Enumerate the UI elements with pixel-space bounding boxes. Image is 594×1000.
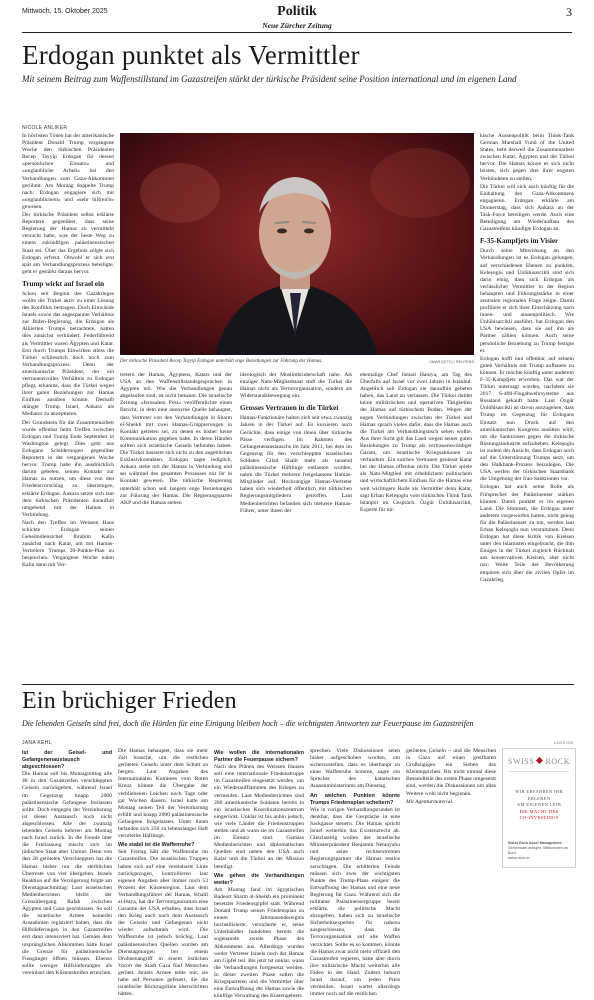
article-1-headline: Erdogan punktet als Vermittler [22, 40, 360, 70]
article-1-author: NICOLE ANLIKER [22, 125, 68, 131]
paragraph: Erdogan hat auch seine Rolle als Fürsprecher der Palästinenser stärken können. Damit punktet er im eigenen Land. Die Stimmen, die Erdogan unter anderem vorgeworfen hatten, nicht genug für die Palästinenser zu tun, werden laut Erhan Keleşoglu nun verstummen. Denn Erdogan hat diese Kritik von Kreisen unter den Islamisten eingebracht, die ihm Einiges in der Türkei zugleich Rückhalt aus konservativen Kreisen, aber nicht nur: Weite Teile der Bevölkerung empören sich über die zivilen Opfer im Gazakrieg. [480, 484, 574, 583]
erdogan-portrait-image [120, 133, 474, 355]
paragraph: kische Aussenpolitik beim Think-Tank German Marshall Fund of the United States, hebt derweil die Zusammenarbeit zwischen Katar, Ägypten und der Türkei hervor. Die Hamas könne es sich nicht leisten, sich gegen drei ihrer engsten Verbündeten zu stellen. [480, 133, 574, 182]
ad-tagline-line: DIE MACHT DES [519, 808, 559, 814]
paragraph: Die Türkei will sich auch künftig für die Einhaltung des Gaza-Abkommens engagieren. Erdogan erklärte am Donnerstag, dass sich Ankara an der Task-Force beteiligen werde. Auch eine Beteiligung am Wiederaufbau des Gazastreifens kündigte Erdogan an. [480, 183, 574, 233]
question-heading: Wie stabil ist die Waffenruhe? [118, 842, 195, 849]
paragraph: ideologisch der Muslimbruderschaft nahe. Als einziger Nato-Mitgliedstaat stuft die Türkei die Hamas nicht als Terrororganisation, sondern als Widerstandsbewegung ein. [240, 372, 352, 400]
diamond-icon [536, 757, 543, 764]
question-heading: Ist der Geisel- und Gefangenenaustausch abgeschlossen? [22, 750, 112, 771]
article-divider [22, 684, 574, 685]
paragraph: In höchsten Tönen hat der amerikanische Präsident Donald Trump vergangene Woche den türkischen Präsidenten Recep Tayyip Erdogan für dessen «persönlichen Einsatz» und «unglaubliche Arbeit» bei den Verhandlungen zum Gaza-Abkommen gerühmt. Am Montag doppelte Trump nach: Erdogan engagiere sich mit «unglaublichem» und «sehr hilfreich» gewesen. [22, 133, 115, 210]
subheading: F-35-Kampfjets im Visier [480, 237, 559, 246]
paragraph: ehemalige Chef Ismail Haniya, am Tag des Überfalls auf Israel vor zwei Jahren in Istanbul. Angeblich soll Erdogan sie daraufhin gebeten haben, das Land zu verlassen. Die Türkei duldet keine militärischen und operativen Tätigkeiten der Hamas auf türkischem Boden. Wegen der engen Verbindungen zwischen der Türkei und Hamas sprach vieles dafür, dass die Hamas auch die Türkei am Verhandlungstisch sehen wollte. Aus ihrer Sicht gilt das Land wegen seiner guten Beziehungen zu Trump als vertrauenswürdiger Garant, um israelische Kriegsaktionen zu verhindern. Ein solches Vertrauen geniesst Katar bei der Hamas offenbar nicht. Die Türkei spiele als Nato-Mitglied mit erheblichem politischem und wirtschaftlichem Einfluss für die Hamas eine weit wichtigere Rolle als Vermittler denn Katar, sagt Erhan Keleşoglu vom türkischen Think Tank Istanpol im Gespräch. Özgür Ünlühisarcikli, Experte für tür- [360, 372, 472, 513]
article-1-column-1 [22, 133, 114, 678]
article-2-subhead: Die lebenden Geiseln sind frei, doch die Hürden für eine Einigung bleiben hoch – die wichtigsten Antworten zur Feuerpause im Gazastreifen [22, 719, 474, 728]
subheading: Grosses Vertrauen in die Türkei [240, 404, 339, 413]
ad-brand-right: ROCK [545, 757, 571, 766]
ad-footer-link[interactable]: swiss-rock.ch [508, 856, 530, 860]
photo-credit: UMAR (DITC) / REUTERS [429, 360, 474, 364]
question-heading: An welchen Punkten könnte Trumps Friedensplan scheitern? [310, 792, 400, 806]
advertisement[interactable] [502, 748, 576, 868]
issue-date: Mittwoch, 15. Oktober 2025 [22, 8, 108, 15]
paragraph: Der Grundstein für die Zusammenarbeit wurde offenbar beim Treffen zwischen Erdogan und Trump Ende September in Washington gelegt. Dies geht aus Erdogans Schilderungen gegenüber Reportern in der vergangenen Woche hervor. Trump habe ihn ausdrücklich darum gebeten, seinen Kontakt zur Hamas zu nutzen, um diese von den Friedensvorschlag zu überzeugen, erklärte Erdogan. Ankara setzte sich laut dem türkischen Präsidenten daraufhin umgehend mit der Hamas in Verbindung. [22, 419, 114, 518]
paragraph: Am Montag fand im ägyptischen Badeort Sharm al-Sheikh ein prominent besetzter Friedensgipfel statt. Während Donald Trump seinen Friedensplan zu einem Jahrtausendereignis hochstilisierte, versicherte er, seine Unterhändler hundelten bereits die sogenannte zweite Phase des Abkommens aus. Allerdings wurden weder Vertreter Israels noch der Hamas am Gipfel teil. Bis jetzt ist unklar, wann die Verhandlungen fortgesetzt werden. In dieser zweiten Phase sollen die Kriegsparteien und die Vermittler über eine Entwaffnung der Hamas sowie die künftige Verwaltung des Küstengebiets [214, 886, 304, 1000]
ad-tagline-line: WIR ERFAHREN IHR ERLEBEN [515, 789, 563, 801]
ad-divider [509, 771, 569, 772]
ad-footer-line: Gemeinsam anlegen. Willkommen an Bord. [508, 846, 568, 855]
paragraph: tretern der Hamas, Ägyptens, Katars und der USA an den Waffenstillstandsgesprächen in Ägypten teil. Wie die Verhandlungen genau abgelaufen sind, ist nicht bekannt. Die israelische Zeitung «Jerusalem Post» veröffentlichte einen Bericht, in dem eine anonyme Quelle behauptet, dass Vertreter von den Verhandlungen in Sharm el-Sheikh mit zwei Hamas-Gruppierungen in Kontakt getreten sei, zu denen es bisher keine Kommunikation gegeben habe. In deren Händen sollten sich israelische Geiseln befunden haben. Die Türkei äusserte sich nicht zu den angeblichen Exklusivkontakten. Erdogan sagte lediglich, Ankara stehe mit der Hamas in Verbindung und sei während des gesamten Prozesses mit ihr in Kontakt gewesen. Die türkische Regierung unterhält schon seit langem enge Beziehungen zur Führung der Hamas. Die Regierungspartei AKP und die Hamas stehen [120, 372, 232, 506]
question-heading: Wie gehen die Verhandlungen weiter? [214, 872, 304, 886]
ad-tagline-line: AM EIGENEN LEIB [516, 802, 562, 807]
paragraph: Mit Agenturmaterial. [406, 798, 454, 805]
article-1-photo [120, 133, 474, 355]
ad-footer [508, 841, 570, 861]
ad-tagline-line: CO-INVESTINGS [519, 815, 559, 820]
article-1-column-4 [360, 372, 472, 678]
paragraph: Hamas-Funktionäre halten sich seit etwa zwanzig Jahren in der Türkei auf. Es kursieren auch Gerüchte, dass einige von ihnen über türkische Pässe verfügen. Im Rahmen des Gefangenenaustauschs im Jahr 2011, bei dem im Gegenzug für den verschleppten israelischen Soldaten Gilad Shalit mehr als tausend palästinensische Häftlinge entlassen wurden, nahm die Türkei mehrere freigelassene Hamas-Mitglieder auf. Hochrangige Hamas-Vertreter haben sich wiederholt öffentlich mit türkischen Regierungsmitgliedern getroffen. Laut Medienberichten befanden sich mehrere Hamas-Führer, unter ihnen der [240, 415, 352, 514]
article-2-headline: Ein brüchiger Frieden [22, 688, 237, 714]
article-2-column-3 [214, 748, 304, 1000]
article-1-column-5 [480, 133, 574, 678]
article-2-column-4 [310, 748, 400, 998]
ad-tag: ANZEIGE [553, 741, 574, 745]
paragraph: Nach den Plänen des Weissen Hauses soll eine internationale Friedenstruppe im Gazastreifen eingesetzt werden, um ein Wiederaufflammen des Krieges zu vermeiden. Laut Medienberichten sind 200 amerikanische Soldaten bereits in ein israelisches Koordinationszentrum eingerückt. Unklar ist bis anhin jedoch, wie viele Länder die Friedenstruppen stellen und ab wann sie im Gazastreifen im Einsatz sind. Gemäss Medienberichten und diplomatischen Quellen sind neben den USA auch Katar und die Türkei an der Mission beteiligt. [214, 764, 304, 870]
article-1-column-3 [240, 372, 352, 678]
article-2-author: JANA KEHL [22, 740, 52, 746]
article-2-column-5 [406, 748, 496, 868]
article-2-column-1 [22, 748, 112, 976]
ad-brand-left: SWISS [507, 757, 535, 766]
paragraph: getöteten Geiseln – und die Menschen in Gaza auf einen greifbaren Großzügigen ein Sieben des Kleinteppichen. Bis nicht einmal diese Bestandteile des ersten Phase umgesetzt sind, werden die Diskussionen um alles Weitere wohl nicht beginnen. [406, 748, 496, 797]
header-rule [22, 32, 572, 33]
article-1-column-2 [120, 372, 232, 678]
paragraph: Die Hamas soll bis Montagmittag alle 48 in den Gazastreifen verschleppten Geiseln zurückgeben, während Israel im Gegenzug knapp 2000 palästinensische Gefangene freilassen sollte. Doch entgegen der Vereinbarung ist dieser Austausch noch nicht abgeschlossen. Alle der zwanzig lebenden Geiseln kehrten am Montag nach Israel zurück. In die Freude über die Freilassung mischt sich im jüdischen Staat aber Unmut. Denn von den 28 getöteten Verschleppten hat die Hamas bisher nur die sterblichen Überreste von vier übergeben. Israels Reaktion auf die Verzögerung folgte am Dienstagnachmittag: Laut israelischen Medienberichten bleibt der Grenzübergang Rafah zwischen Ägypten und Gaza geschlossen. So soll die israelische Armee keinerlei Ausnahmen registriert haben, dass die Hilfslieferungen in den Gazastreifen erst dann intensiviert hat. Gemäss dem ursprünglichen Abkommen hätte Israel die Grenze für palästinensische Fussgänger öffnen müssen. Ebenso sollte weniger Hilfslieferungen als vereinbart den Küstenstreifen erreichen. [22, 771, 112, 976]
ad-footer-line: Swiss Rock Asset Management [508, 841, 562, 845]
ad-tagline [507, 789, 571, 822]
article-2-column-2 [118, 748, 208, 998]
photo-caption: Der türkische Präsident Recep Tayyip Erdogan unterhält enge Beziehungen zur Führung der Hamas. [120, 359, 323, 364]
paragraph: Schon seit Beginn des Gazakrieges wollte die Türkei aktiv zu einer Lösung des Konflikts beitragen. Doch Einwände Israels sowie das angespannte Verhältnis zur Biden-Regierung, die Erdogan als Alliierten Trumps betrachtete, hatten dies zunächst verhindert. Federführend als Vermittler waren Ägypten und Katar. Erst durch Trumps Einwirken stiess die Türkei schliesslich doch noch zum Verhandlungsprozess. Denn der amerikanische Präsident, der ein vertrauensvolles Verhältnis zu Erdogan pflegt, erkannte, dass die Türkei wegen ihrer guten Beziehungen zur Hamas Einfluss ausüben könnte. Deshalb drängte Trump Israel, Ankara als Mediator zu akzeptieren. [22, 290, 114, 418]
section-title: Politik [277, 4, 317, 19]
paragraph: Wie in vorigen Verhandlungsrunden ist denkbar, dass die Gespräche in eine Sackgasse steuern. Die Hamas spricht Israel weiterhin das Existenzrecht ab. Gleichzeitig wollen der israelische Ministerpräsident Benjamin Netanyahu und seine rechtsextremen Regierungspartner die Hamas restlos zerschlagen. Die erbitterten Feinde müssen sich zwei der wichtigsten Punkte des Trump-Plans einigen: die Entwaffnung der Hamas und eine neue Regierung für Gaza. Während sich die militante Palästinensergruppe bereit erklärte, die politische Macht abzugeben, haben sich zu israelische Sicherheitsexperten für nahezu ausgeschlossen, dass die Terrororganisation auf alle Waffen verzichtet. Sollte es so kommen, könnte die Hamas zwar nicht mehr offiziell den Gazastreifen regieren, hätte aber durch ihre militärische Macht weiterhin alle Fäden in der Hand. Zudem beharrt Israel darauf, um jeden Preis vermeiden. Israel wartet allerdings immer noch auf die restlichen [310, 806, 400, 998]
subheading: Trump wirkt auf Israel ein [22, 279, 105, 288]
paragraph: Seit Freitag hält die Waffenruhe im Gazastreifen. Die israelischen Truppen haben sich auf eine vereinbarte Linie zurückgezogen, kontrollieren laut eigenen Angaben aber immer noch 53 Prozent der Küstenregion. Laut dem Verhandlungsführer der Hamas, Khalil al-Haya, hat die Terrororganisation eine Garantie der USA erhalten, dass Israel den Krieg auch nach dem Austausch der Geiseln und Gefangenen nicht wieder aufnehmen wird. Die Waffenruhe ist jedoch brüchig. Laut palästinensischen Quellen wurden am Dienstagmorgen bei einem Drohnenangriff in einem östlichen Vorort der Stadt Gaza fünf Menschen getötet. Israels Armee teilte mit, sie habe auf Personen gefeuert, die die israelische Rückzugslinie überschritten hätten. [118, 849, 208, 998]
paragraph: Durch seine Mitwirkung an den Verhandlungen ist es Erdogan gelungen, auf verschiedenen Ebenen zu punkten, Keleşoglu und Ünlühisarcikli sind sich darin einig, dass sich Erdogan als verlässlicher Vermittler in der Region behaupten und Führungsstärke in einer zentralen regionalen Frage zeigte. Damit profiliere er sich ihrer Einschätzung nach innen- und aussenpolitisch. Wie Ünlühisarcikli ausführt, hat Erdogan den USA bewiesen, dass sie auf ihn als Partner zählen können. Auch seine persönliche Beziehung zu Trump festigte er. [480, 248, 574, 354]
newspaper-name: Neue Zürcher Zeitung [262, 21, 332, 30]
question-heading: Wie wollen die internationalen Partner die Feuerpause sichern? [214, 750, 304, 764]
paragraph: Nach den Treffen im Weissen Haus schickte Erdogan seinen Geheimdienstchef Ibrahim Kalin zunächst nach Katar, um mit Hamas-Vertretern Trumps 20-Punkte-Plan zu besprechen. Vergangene Woche nahm Kalin dann mit Ver- [22, 519, 114, 569]
paragraph: Erdogan hofft nun offenbar, auf seinem guten Verhältnis mit Trump aufbauen zu können. Er möchte künftig unter anderem F-35-Kampfjets erwerben. Das war der Türkei untersagt worden, nachdem sie 2017 S-400-Flugabwehrsysteme aus Russland gekauft hatte. Laut Özgür Ünlühisarcikli ist davon auszugehen, dass Trump im Gegenzug für Erdogans Einsatz nun Druck auf den amerikanischen Kongress ausüben wird, um die Sanktionen gegen die türkische Rüstungsindustrie aufzuheben. Keleşoglu ist zudem der Ansicht, dass Erdogan auch auf die Unterstützung Trumps setzt, um den Halkbank-Prozess beizulegen. Die USA werfen der türkischen Staatsbank die Umgehung der Iran-Sanktionen vor. [480, 355, 574, 483]
paragraph: sprechen. Viele Diskussionen seien bisher aufgeschoben worden, um sicherzustellen, dass es überhaupt zu einer Waffenruhe komme, sagte ein Sprecher des katarischen Aussenministeriums am Dienstag. [310, 748, 400, 790]
paragraph: Die Hamas behauptet, dass sie mehr Zeit brauche, um die restlichen getöteten Geiseln unter dem Schutt zu bergen. Laut Angaben des Internationalen Komitees vom Roten Kreuz könnte die Übergabe der verbliebenen Leichen noch Tage oder gar Wochen dauern. Israel hatte am Montag seinen Teil der Vereinbarung erfüllt und knapp 2000 palästinensische Gefangene freigelassen. Unter ihnen befanden sich 250 zu lebenslanger Haft verurteilte Häftlinge. [118, 748, 208, 840]
page-number: 3 [566, 5, 572, 19]
paragraph: Der türkische Präsident selbst erklärte Reportern gegenüber, dass seine Regierung der Hamas zu vermitteln versucht habe, was der beste Weg zu einem zukünftigen palästinensischen Staat sei. Über das Ergebnis zeigte sich Erdogan erfreut. Obwohl er sich erst spät am Verhandlungsprozess beteiligte, geht er gestärkt daraus hervor. [22, 212, 114, 275]
ad-logo [503, 757, 575, 766]
article-1-subhead: Mit seinem Beitrag zum Waffenstillstand im Gazastreifen stärkt der türkische Präsident seine Position international und im eigenen Land [22, 74, 517, 84]
